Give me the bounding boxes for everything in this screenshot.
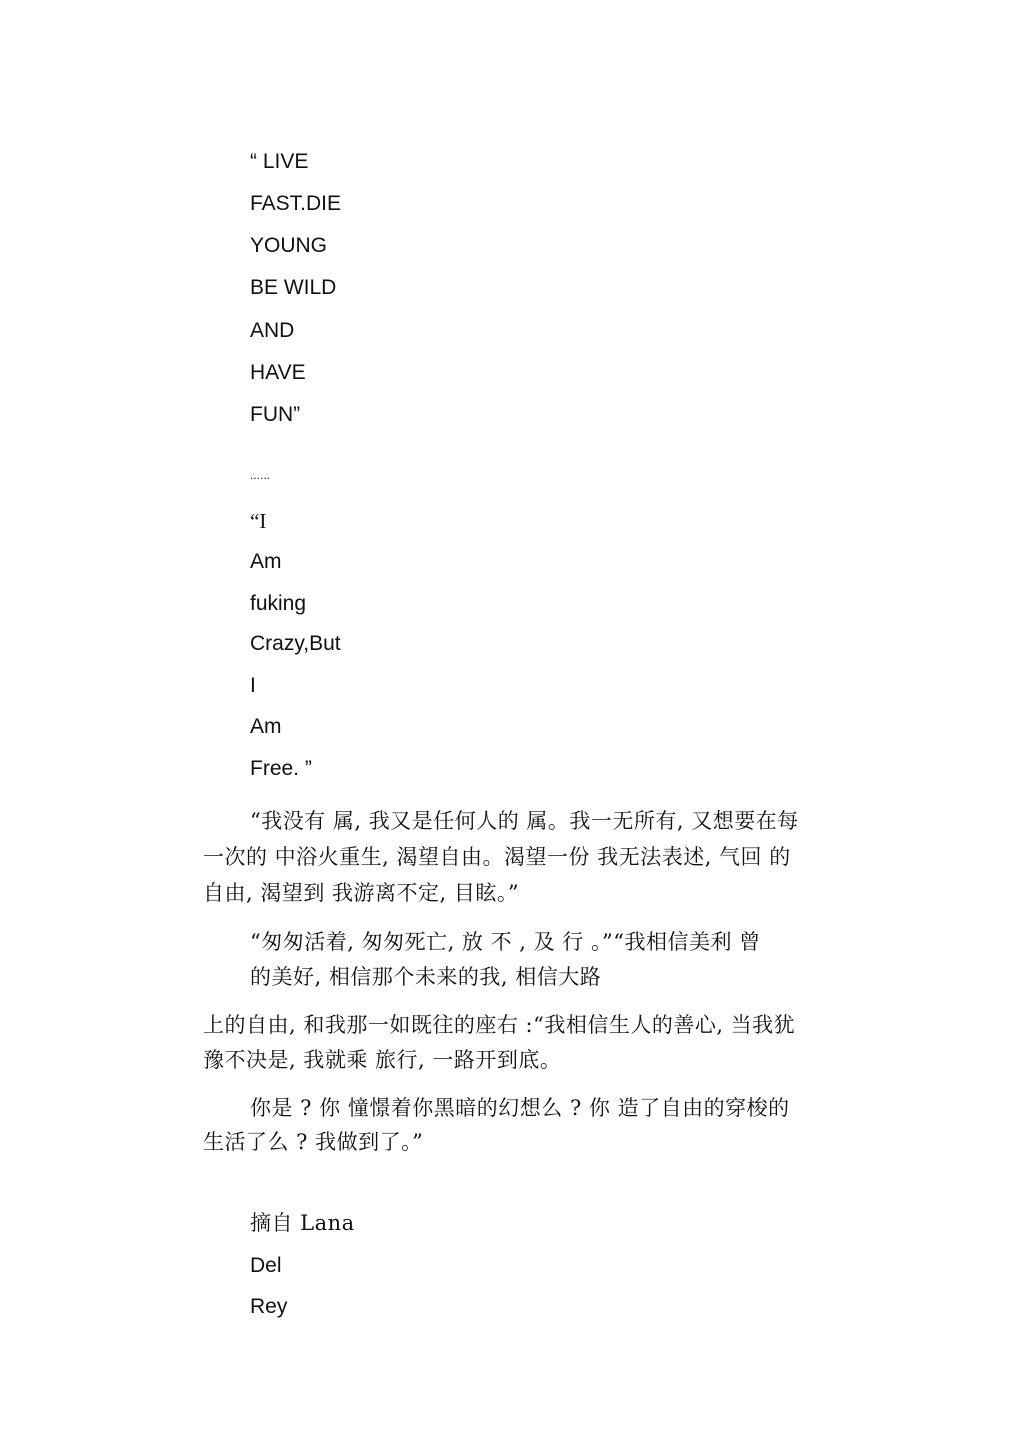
paragraph2-line-2: 的美好, 相信那个未来的我, 相信大路 xyxy=(250,965,602,989)
poem1-line-6: HAVE xyxy=(250,361,306,384)
poem2-line-6: Am xyxy=(250,715,282,738)
poem1-line-5: AND xyxy=(250,319,295,342)
attribution-line-3: Rey xyxy=(250,1295,288,1318)
paragraph4-line-1: 你是 ? 你 憧憬着你黑暗的幻想么 ? 你 造了自由的穿梭的 xyxy=(250,1096,790,1120)
poem2-line-7: Free. ” xyxy=(250,757,312,780)
poem1-line-7: FUN” xyxy=(250,403,301,426)
poem2-line-5: I xyxy=(250,674,256,697)
poem2-line-3: fuking xyxy=(250,592,307,615)
poem1-line-4: BE WILD xyxy=(250,276,337,299)
poem1-line-2: FAST.DIE xyxy=(250,192,342,215)
poem2-line-1: “I xyxy=(250,509,267,533)
paragraph4-line-2: 生活了么 ? 我做到了。” xyxy=(203,1130,424,1154)
poem2-line-4: Crazy,But xyxy=(250,632,341,655)
poem1-line-1: “ LIVE xyxy=(250,150,309,173)
paragraph3-line-1: 上的自由, 和我那一如既往的座右 :“我相信生人的善心, 当我犹 xyxy=(203,1013,796,1037)
separator-dots: ...... xyxy=(250,468,271,482)
paragraph1-line-3: 自由, 渴望到 我游离不定, 目眩。” xyxy=(203,881,520,905)
paragraph3-line-2: 豫不决是, 我就乘 旅行, 一路开到底。 xyxy=(203,1048,562,1072)
poem1-line-3: YOUNG xyxy=(250,234,328,257)
paragraph1-line-2: 一次的 中浴火重生, 渴望自由。渴望一份 我无法表述, 气回 的 xyxy=(203,845,791,869)
paragraph1-line-1: “我没有 属, 我又是任何人的 属。我一无所有, 又想要在每 xyxy=(250,809,799,833)
paragraph2-line-1: “匆匆活着, 匆匆死亡, 放 不 , 及 行 。”“我相信美利 曾 xyxy=(250,930,761,954)
attribution-line-2: Del xyxy=(250,1254,282,1277)
attribution-line-1: 摘自 Lana xyxy=(250,1211,355,1235)
poem2-line-2: Am xyxy=(250,550,282,573)
